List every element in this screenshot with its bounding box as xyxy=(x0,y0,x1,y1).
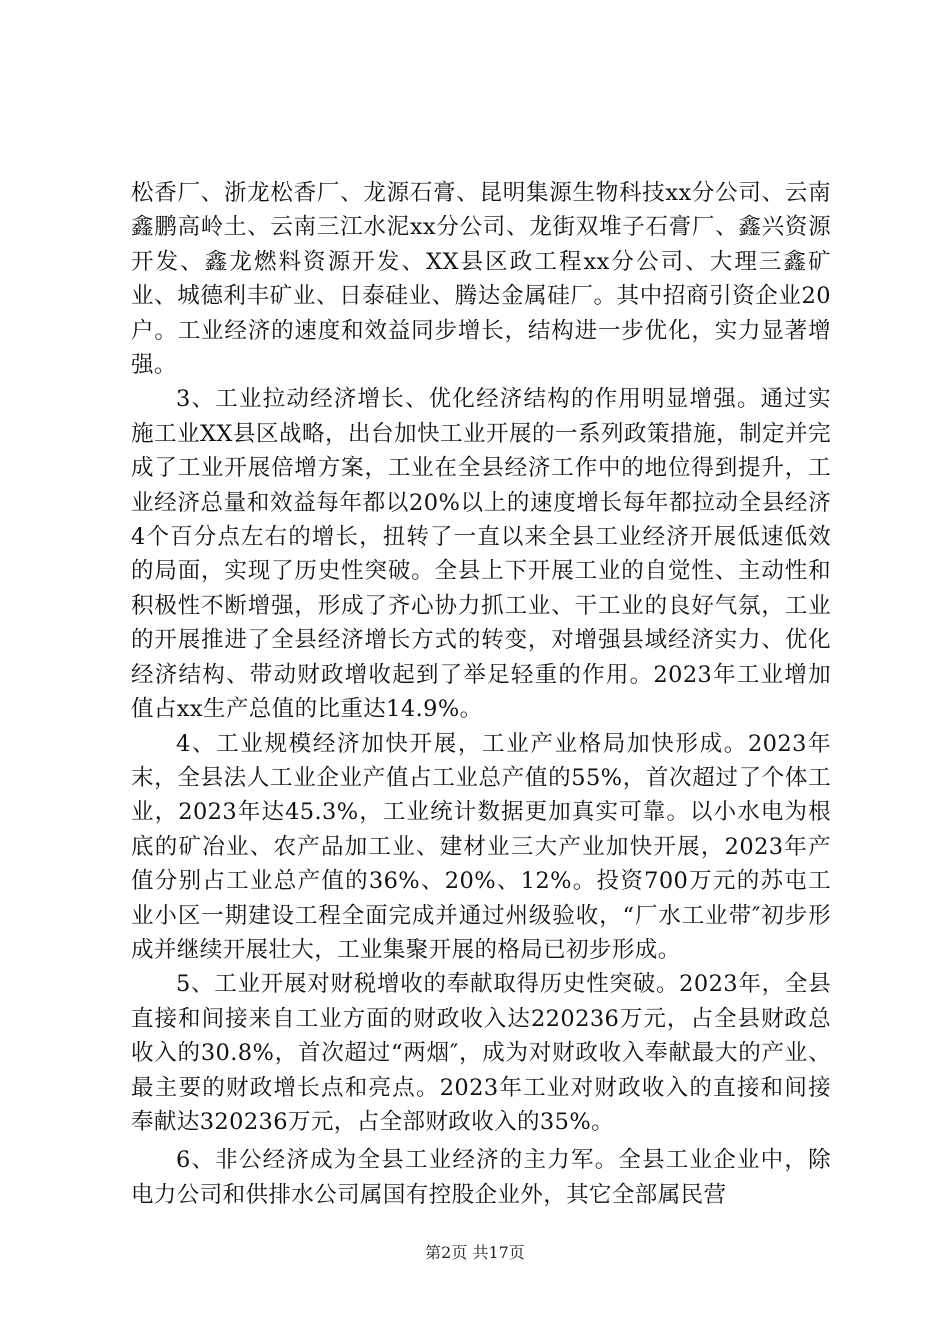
paragraph-item-3: 3、工业拉动经济增长、优化经济结构的作用明显增强。通过实施工业XX县区战略，出台加快工业开展的一系列政策措施，制定并完成了工业开展倍增方案，工业在全县经济工作中的地位得到提升，工业经济总量和效益每年都以20%以上的速度增长每年都拉动全县经济4个百分点左右的增长，扭转了一直以来全县工业经济开展低速低效的局面，实现了历史性突破。全县上下开展工业的自觉性、主动性和积极性不断增强，形成了齐心协力抓工业、干工业的良好气氛，工业的开展推进了全县经济增长方式的转变，对增强县域经济实力、优化经济结构、带动财政增收起到了举足轻重的作用。2023年工业增加值占xx生产总值的比重达14.9%。 xyxy=(131,386,831,723)
paragraph-continuation: 松香厂、浙龙松香厂、龙源石膏、昆明集源生物科技xx分公司、云南鑫鹏高岭土、云南三江水泥xx分公司、龙街双堆子石膏厂、鑫兴资源开发、鑫龙燃料资源开发、XX县区政工程xx分公司、大理三鑫矿业、城德利丰矿业、日泰硅业、腾达金属硅厂。其中招商引资企业20户。工业经济的速度和效益同步增长，结构进一步优化，实力显著增强。 xyxy=(131,180,831,379)
paragraph-item-4: 4、工业规模经济加快开展，工业产业格局加快形成。2023年末，全县法人工业企业产值占工业总产值的55%，首次超过了个体工业，2023年达45.3%，工业统计数据更加真实可靠。以小水电为根底的矿冶业、农产品加工业、建材业三大产业加快开展，2023年产值分别占工业总产值的36%、20%、12%。投资700万元的苏屯工业小区一期建设工程全面完成并通过州级验收，“厂水工业带″初步形成并继续开展壮大，工业集聚开展的格局已初步形成。 xyxy=(131,730,831,963)
page-number-footer: 第2页 共17页 xyxy=(425,1243,525,1262)
document-body xyxy=(131,176,831,1212)
paragraph-item-6: 6、非公经济成为全县工业经济的主力军。全县工业企业中，除电力公司和供排水公司属国有控股企业外，其它全部属民营 xyxy=(131,1147,831,1208)
paragraph-item-5: 5、工业开展对财税增收的奉献取得历史性突破。2023年，全县直接和间接来自工业方面的财政收入达220236万元，占全县财政总收入的30.8%，首次超过“两烟″，成为对财政收入奉献最大的产业、最主要的财政增长点和亮点。2023年工业对财政收入的直接和间接奉献达320236万元，占全部财政收入的35%。 xyxy=(131,971,831,1135)
